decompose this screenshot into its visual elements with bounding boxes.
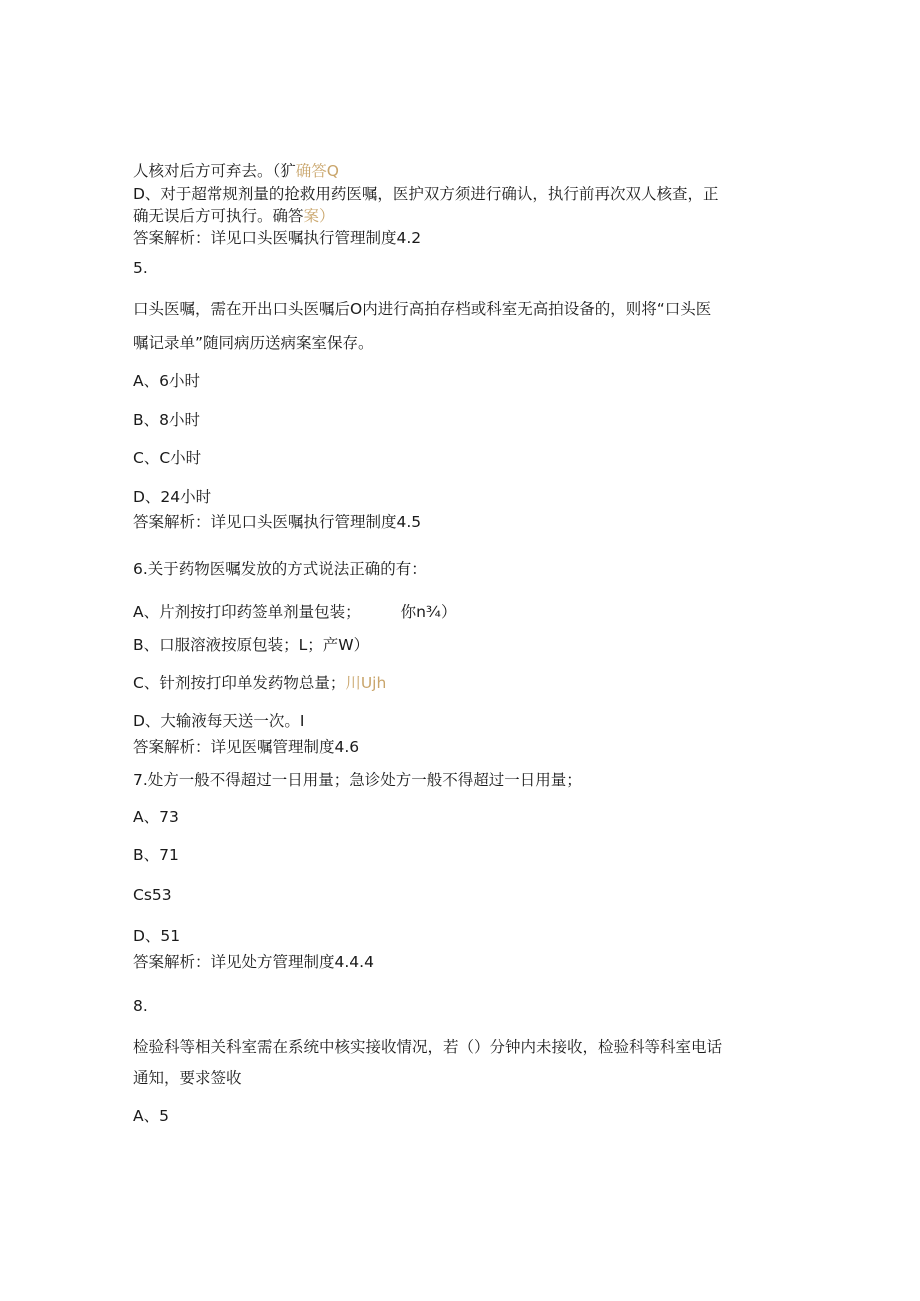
q8-number: 8. <box>133 997 148 1015</box>
q7-stem: 7.处方一般不得超过一日用量；急诊处方一般不得超过一日用量； <box>133 771 582 789</box>
q5-option-b: B、8小时 <box>133 411 200 429</box>
q6-option-d: D、大输液每天送一次。I <box>133 712 305 730</box>
q8-option-a: A、5 <box>133 1107 169 1125</box>
q7-option-d: D、51 <box>133 927 181 945</box>
q4-option-d-line1: D、对于超常规剂量的抢救用药医嘱，医护双方须进行确认，执行前再次双人核查，正 <box>133 185 719 203</box>
q5-stem-line1: 口头医嘱，需在开出口头医嘱后O内进行高拍存档或科室无高拍设备的，则将“口头医 <box>133 300 712 318</box>
q6-option-c: C、针剂按打印单发药物总量；川Ujh <box>133 674 387 692</box>
q5-option-c: C、C小时 <box>133 449 202 467</box>
q5-number: 5. <box>133 259 148 277</box>
q7-option-b: B、71 <box>133 846 179 864</box>
q4-tail-accent: 确答Q <box>295 162 339 180</box>
q6-option-a: A、片剂按打印药签单剂量包装； 你n¾） <box>133 603 457 621</box>
q4-option-d-line2: 确无误后方可执行。确答案） <box>133 207 335 225</box>
q7-option-a: A、73 <box>133 808 179 826</box>
q6-option-a-tail: 你n¾） <box>400 603 457 621</box>
q4-option-d-accent: 案） <box>303 207 335 225</box>
q4-tail-line: 人核对后方可弃去。（犷确答Q <box>133 162 339 180</box>
q7-option-c: Cs53 <box>133 886 172 904</box>
q6-answer-analysis: 答案解析：详见医嘱管理制度4.6 <box>133 738 360 756</box>
q6-option-c-accent: 川Ujh <box>345 674 387 692</box>
q6-option-b: B、口服溶液按原包装；L；产W） <box>133 636 370 654</box>
q7-answer-analysis: 答案解析：详见处方管理制度4.4.4 <box>133 953 374 971</box>
q5-stem-line2: 嘱记录单”随同病历送病案室保存。 <box>133 334 374 352</box>
q4-answer-analysis: 答案解析：详见口头医嘱执行管理制度4.2 <box>133 229 422 247</box>
q8-stem-line1: 检验科等相关科室需在系统中核实接收情况，若（）分钟内未接收，检验科等科室电话 <box>133 1038 723 1056</box>
q5-option-d: D、24小时 <box>133 488 212 506</box>
q8-stem-line2: 通知，要求签收 <box>133 1069 242 1087</box>
q5-answer-analysis: 答案解析：详见口头医嘱执行管理制度4.5 <box>133 513 422 531</box>
q6-stem: 6.关于药物医嘱发放的方式说法正确的有： <box>133 560 427 578</box>
q5-option-a: A、6小时 <box>133 372 200 390</box>
